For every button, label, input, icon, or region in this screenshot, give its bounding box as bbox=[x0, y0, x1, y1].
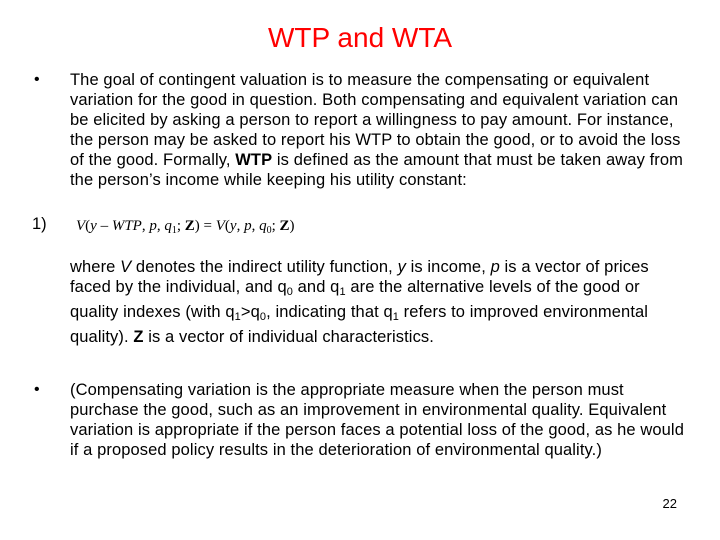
bullet-marker: • bbox=[34, 381, 40, 398]
bullet-1-text-b: is defined as the amount that must be taken away from the person’s income while keeping his utility constant: bbox=[70, 151, 684, 189]
slide-title: WTP and WTA bbox=[267, 22, 453, 53]
bullet-marker: • bbox=[34, 71, 40, 88]
bullet-paragraph-1 bbox=[70, 70, 690, 190]
equation: V(y – WTP, p, $q_1$; Z) = V(y, p, $q_0$; Z) bbox=[76, 218, 295, 236]
page-number: 22 bbox=[662, 496, 677, 511]
bullet-1-wtp-bold: WTP bbox=[235, 151, 273, 169]
bullet-paragraph-2: (Compensating variation is the appropriate measure when the person must purchase the good, such as an improvement in environmental quality. Equivalent variation is appropriate if the person faces a potential loss of the good, as he would if a proposed policy results in the deterioration of environmental quality.) bbox=[70, 381, 684, 459]
equation-number: 1) bbox=[32, 215, 47, 233]
equation-explanation: where V denotes the indirect utility function, y is income, p is a vector of prices faced by the individual, and $q_0$ and $q_1$ are the alternative levels of the good or quality indexes (with $q_1>q_0$, indicating that $q_1$ refers to improved environmental quality). Z is a vector of individual characteristics. bbox=[70, 258, 649, 346]
bullet-1-text-a: The goal of contingent valuation is to measure the compensating or equivalent variation for the good in question. Both compensating and equivalent variation can be elicited by asking a person to report a willingness to pay amount. For instance, the person may be asked to report his WTP to obtain the good, or to avoid the loss of the good. Formally, bbox=[70, 71, 681, 169]
